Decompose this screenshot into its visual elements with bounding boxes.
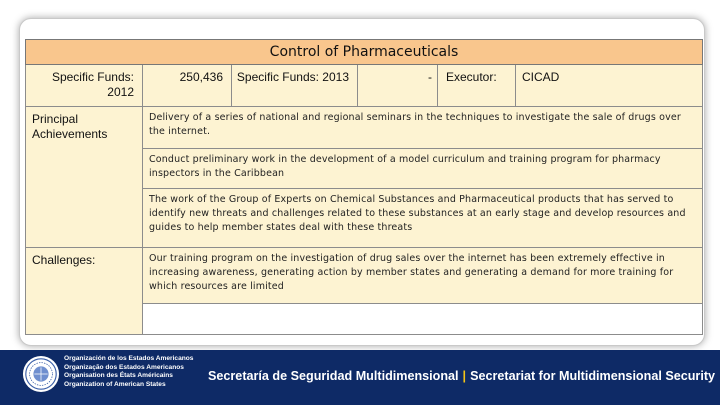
org-name: Organización de los Estados Americanos [64,355,194,362]
funds-2013-label: Specific Funds: 2013 [232,65,358,107]
challenges-text: Our training program on the investigation of drug sales over the internet has been extremely effective in increasing awareness, generating action by member states and generating a demand for more training for which resources are limited [143,248,703,304]
org-names [64,355,193,389]
separator: | [462,369,467,383]
achievement-item: The work of the Group of Experts on Chemical Substances and Pharmaceutical products that has served to identify new threats and challenges related to these substances at an early stage and develop resources and guides to help member states deal with these threats [143,189,703,248]
executor-value: CICAD [516,65,703,107]
funds-2012-value: 250,436 [143,65,232,107]
funds-2012-label: Specific Funds: 2012 [25,65,143,107]
achievements-label: Principal Achievements [25,107,143,248]
secretariat-title [208,369,715,383]
executor-label: Executor: [438,65,516,107]
org-name: Organization of American States [64,380,166,388]
secretariat-es: Secretaría de Seguridad Multidimensional [208,369,459,383]
funds-2013-value: - [358,65,438,107]
table-title: Control of Pharmaceuticals [25,39,703,65]
org-name: Organisation des États Américains [64,372,173,380]
achievement-item: Delivery of a series of national and regional seminars in the techniques to investigate the sale of drugs over the internet. [143,107,703,149]
empty-row [143,304,703,335]
oas-seal-icon [22,355,60,393]
org-name: Organização dos Estados Americanos [64,363,184,371]
secretariat-en: Secretariat for Multidimensional Security [470,369,716,383]
challenges-label: Challenges: [25,248,143,335]
achievement-item: Conduct preliminary work in the development of a model curriculum and training program for pharmacy inspectors in the Caribbean [143,149,703,189]
